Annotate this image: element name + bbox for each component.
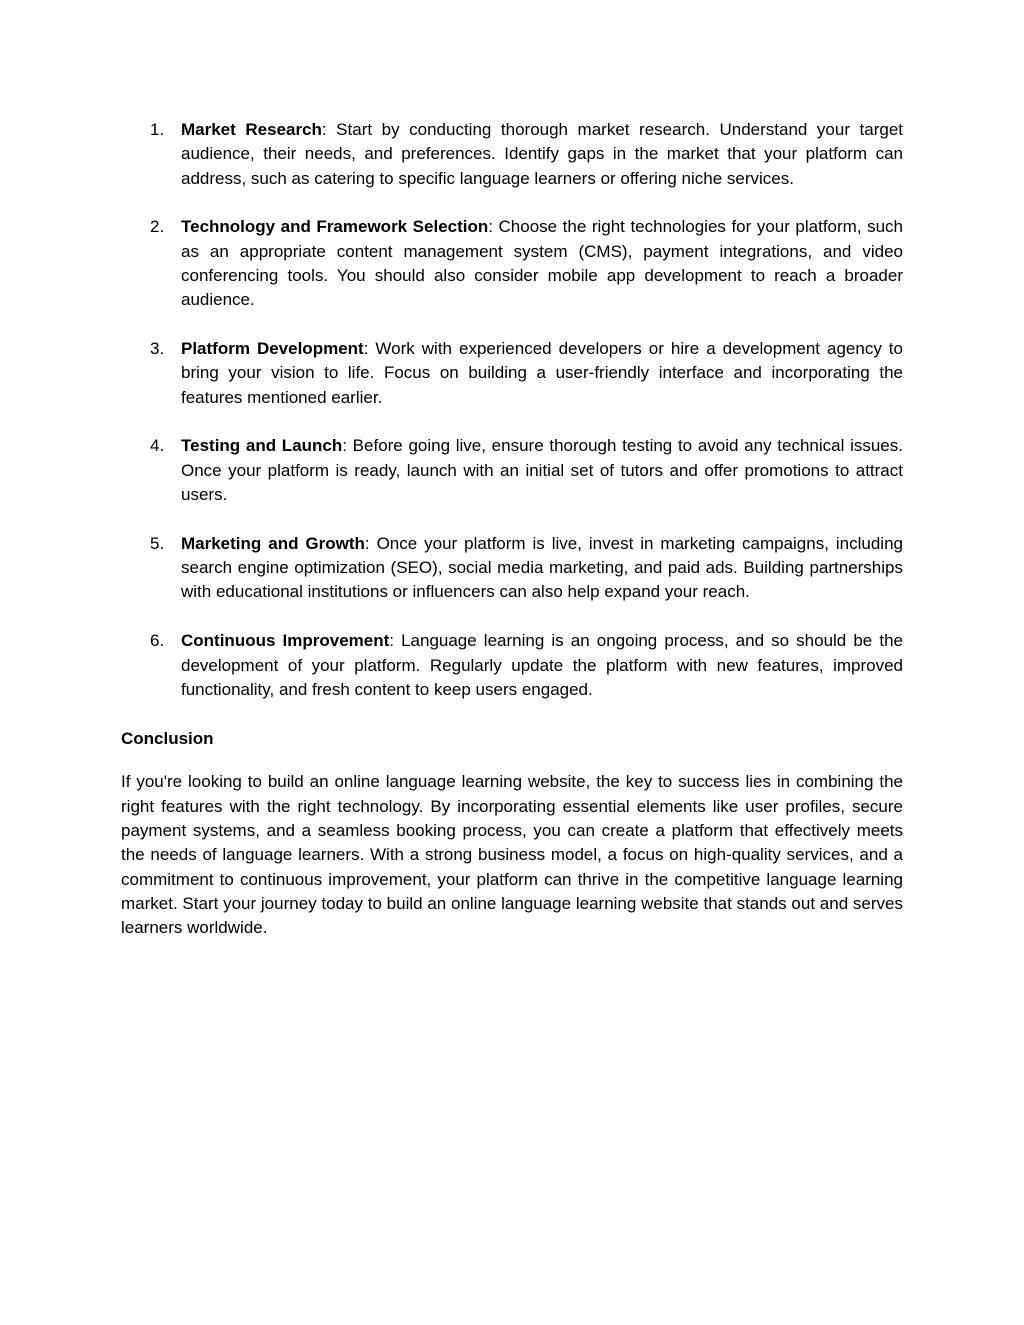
step-title: Testing and Launch xyxy=(181,436,343,456)
step-number: 4. xyxy=(150,436,165,456)
step-text: : Language learning is an ongoing process, and so should be the development of your platform. Regularly update the platform with new features, improved functionality, and fresh content to keep users engaged. xyxy=(181,631,903,699)
steps-list xyxy=(121,118,903,702)
list-item xyxy=(121,215,903,312)
step-number: 3. xyxy=(150,339,165,359)
list-item xyxy=(121,532,903,605)
step-text: : Before going live, ensure thorough testing to avoid any technical issues. Once your platform is ready, launch with an initial set of tutors and offer promotions to attract users. xyxy=(181,436,903,505)
step-number: 5. xyxy=(150,533,165,553)
conclusion-heading: Conclusion xyxy=(121,728,214,748)
step-text: : Work with experienced developers or hire a development agency to bring your vision to life. Focus on building a user-friendly interface and incorporating the features mentioned earlier. xyxy=(181,339,903,407)
list-item xyxy=(121,118,903,191)
step-title: Platform Development xyxy=(181,339,364,359)
step-text: : Choose the right technologies for your platform, such as an appropriate content management system (CMS), payment integrations, and video conferencing tools. You should also consider mobile app development to reach a broader audience. xyxy=(181,217,904,310)
step-number: 6. xyxy=(150,631,165,651)
list-item xyxy=(121,337,903,410)
list-item xyxy=(121,434,903,507)
step-text: : Once your platform is live, invest in marketing campaigns, including search engine optimization (SEO), social media marketing, and paid ads. Building partnerships with educational institutions or influencers can also help expand your reach. xyxy=(181,533,903,602)
step-text: : Start by conducting thorough market research. Understand your target audience, their needs, and preferences. Identify gaps in the market that your platform can address, such as catering to specific language learners or offering niche services. xyxy=(181,120,903,188)
step-number: 1. xyxy=(150,120,165,139)
document-page xyxy=(121,118,903,941)
step-title: Continuous Improvement xyxy=(181,631,390,651)
step-title: Technology and Framework Selection xyxy=(181,217,489,237)
list-item xyxy=(121,629,903,702)
step-number: 2. xyxy=(150,217,165,237)
step-title: Market Research xyxy=(181,120,322,139)
step-title: Marketing and Growth xyxy=(181,533,365,553)
conclusion-paragraph: If you're looking to build an online language learning website, the key to success lies in combining the right features with the right technology. By incorporating essential elements like user profiles, secure payment systems, and a seamless booking process, you can create a platform that effectively meets the needs of language learners. With a strong business model, a focus on high-quality services, and a commitment to continuous improvement, your platform can thrive in the competitive language learning market. Start your journey today to build an online language learning website that stands out and serves learners worldwide. xyxy=(121,772,903,938)
